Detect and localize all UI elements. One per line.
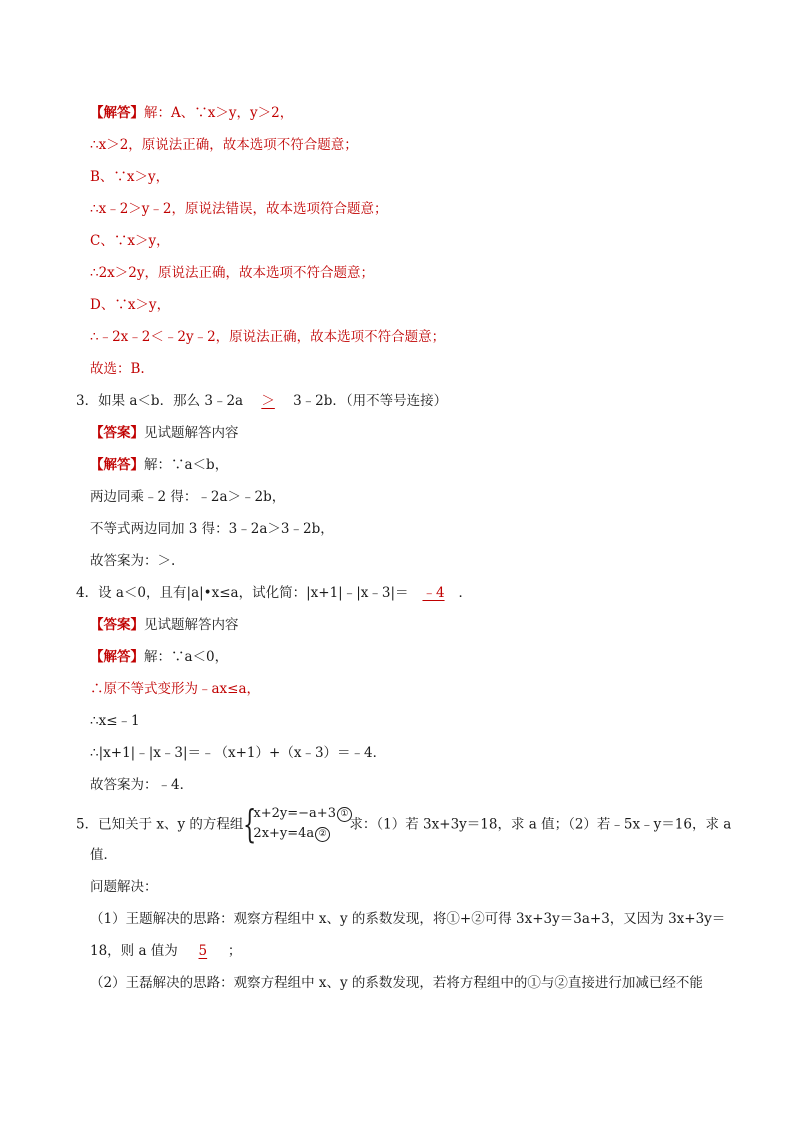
problem-solve-heading: 问题解决： <box>90 879 158 895</box>
solution-line-5: C、∵x＞y， <box>90 233 170 249</box>
solution-line-7: D、∵x＞y， <box>90 297 171 313</box>
solution-line-9: 故选：B. <box>90 361 145 377</box>
solution-line: （2）王磊解决的思路：观察方程组中 x、y 的系数发现，若将方程组中的①与②直接进行加减已经不能 <box>90 975 703 991</box>
solution-line: ∴x≤﹣1 <box>90 713 140 729</box>
solution-line: 两边同乘﹣2 得：﹣2a＞﹣2b， <box>90 489 286 505</box>
solution-line-4: ∴x﹣2＞y﹣2，原说法错误，故本选项符合题意； <box>90 201 388 217</box>
solution-line-8: ∴﹣2x﹣2＜﹣2y﹣2，原说法正确，故本选项不符合题意； <box>90 329 446 345</box>
left-brace-icon: { <box>243 802 257 846</box>
equation-system: { x+2y=−a+3 ① 2x+y=4a ② <box>243 808 349 842</box>
question-5: 5．已知关于 x、y 的方程组 { x+2y=−a+3 ① 2x+y=4a ② 求：（1）若 3x+3y＝18，求 a 值；（2）若﹣5x﹣y＝16，求 a <box>76 802 732 846</box>
question-5-cont: 值． <box>90 847 117 863</box>
solution-line: 【解答】解：∵a＜b， <box>90 457 229 473</box>
solution-line: 故答案为：＞. <box>90 553 176 569</box>
solution-tag: 【解答】 <box>90 649 144 665</box>
solution-tag: 【解答】 <box>90 105 144 121</box>
answer-blank: ＞ <box>261 393 275 409</box>
solution-line: 不等式两边同加 3 得：3﹣2a＞3﹣2b， <box>90 521 334 537</box>
answer-blank: ﹣4 <box>422 585 445 601</box>
answer-line: 【答案】见试题解答内容 <box>90 425 239 441</box>
solution-line: 【解答】解：∵a＜0， <box>90 649 229 665</box>
solution-line: 18，则 a 值为 5 ； <box>90 943 242 959</box>
answer-line: 【答案】见试题解答内容 <box>90 617 239 633</box>
solution-tag: 【解答】 <box>90 457 144 473</box>
solution-line: （1）王题解决的思路：观察方程组中 x、y 的系数发现，将①+②可得 3x+3y＝3a+3，又因为 3x+3y＝ <box>90 911 726 927</box>
solution-line: ∴原不等式变形为﹣ax≤a， <box>90 681 261 697</box>
answer-blank: 5 <box>198 943 208 959</box>
answer-tag: 【答案】 <box>90 617 144 633</box>
question-3: 3．如果 a＜b．那么 3﹣2a ＞ 3﹣2b．（用不等号连接） <box>76 393 448 409</box>
solution-line-2: ∴x＞2，原说法正确，故本选项不符合题意； <box>90 137 358 153</box>
solution-line: 故答案为：﹣4． <box>90 777 194 793</box>
solution-line-3: B、∵x＞y， <box>90 169 170 185</box>
solution-line-1: 【解答】解：A、∵x＞y，y＞2， <box>90 105 294 121</box>
question-4: 4．设 a＜0，且有|a|•x≤a，试化简：|x+1|﹣|x﹣3|＝ ﹣4 ． <box>76 585 473 601</box>
solution-line-6: ∴2x＞2y，原说法正确，故本选项不符合题意； <box>90 265 375 281</box>
answer-tag: 【答案】 <box>90 425 144 441</box>
solution-line: ∴|x+1|﹣|x﹣3|＝﹣（x+1）+（x﹣3）＝﹣4． <box>90 745 387 761</box>
